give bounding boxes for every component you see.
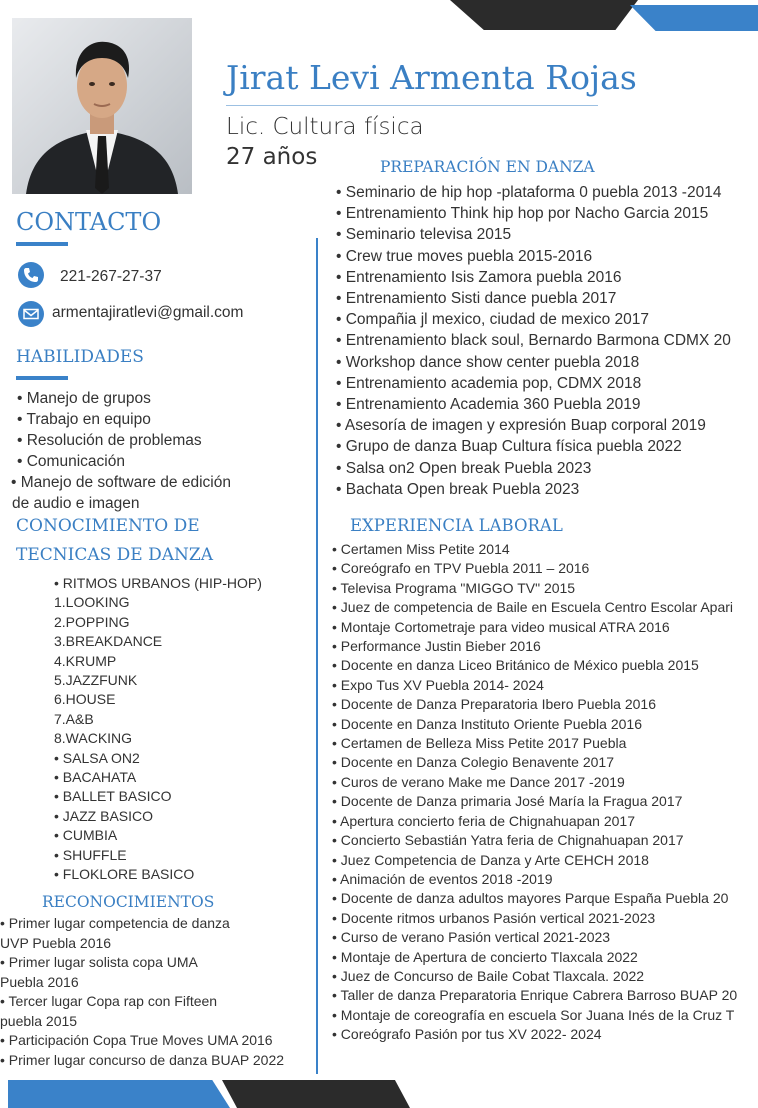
list-item: 1.LOOKING xyxy=(54,594,130,611)
list-item: • Coreógrafo Pasión por tus XV 2022- 2024 xyxy=(332,1026,602,1043)
bottom-blue-bar xyxy=(8,1080,230,1108)
list-item: • Manejo de software de edición xyxy=(11,474,231,491)
list-item: • Performance Justin Bieber 2016 xyxy=(332,638,541,655)
list-item: 3.BREAKDANCE xyxy=(54,633,163,650)
list-item: • Montaje Cortometraje para video musical ATRA 2016 xyxy=(332,618,670,635)
list-item: • Entrenamiento black soul, Bernardo Barmona CDMX 20 xyxy=(336,332,731,350)
list-item: • SALSA ON2 xyxy=(54,749,140,766)
list-item: • Tercer lugar Copa rap con Fifteen xyxy=(0,993,218,1009)
list-item: • Docente en Danza Instituto Oriente Puebla 2016 xyxy=(332,715,642,732)
top-dark-bar xyxy=(450,0,638,30)
list-item: • Workshop dance show center puebla 2018 xyxy=(336,353,640,371)
list-item: • Juez Competencia de Danza y Arte CEHCH 2018 xyxy=(332,851,649,868)
list-item: UVP Puebla 2016 xyxy=(0,934,112,951)
list-item: • Curos de verano Make me Dance 2017 -2019 xyxy=(332,773,625,790)
list-item: • Entrenamiento Academia 360 Puebla 2019 xyxy=(336,396,641,414)
list-item: • Docente de Danza Preparatoria Ibero Puebla 2016 xyxy=(332,696,657,713)
list-item: • Salsa on2 Open break Puebla 2023 xyxy=(336,459,592,477)
contact-heading: CONTACTO xyxy=(16,208,162,236)
list-item: • Docente en danza Liceo Británico de México puebla 2015 xyxy=(332,657,699,674)
list-item: • BALLET BASICO xyxy=(54,788,172,805)
list-item: • Montaje de coreografía en escuela Sor Juana Inés de la Cruz T xyxy=(332,1006,735,1023)
list-item: • Grupo de danza Buap Cultura física puebla 2022 xyxy=(336,438,682,456)
list-item: • BACAHATA xyxy=(54,769,137,786)
list-item: 7.A&B xyxy=(54,710,94,727)
email-address[interactable]: armentajiratlevi@gmail.com xyxy=(52,304,244,321)
list-item: 8.WACKING xyxy=(54,730,133,747)
list-item: • Concierto Sebastián Yatra feria de Chignahuapan 2017 xyxy=(332,832,684,849)
list-item: • Certamen Miss Petite 2014 xyxy=(332,541,510,557)
list-item: • Asesoría de imagen y expresión Buap corporal 2019 xyxy=(336,417,706,435)
list-item: • RITMOS URBANOS (HIP-HOP) xyxy=(54,575,262,591)
recognitions-heading: RECONOCIMIENTOS xyxy=(42,893,215,911)
list-item: • Entrenamiento Sisti dance puebla 2017 xyxy=(336,290,617,308)
skills-underline xyxy=(16,376,68,380)
techniques-heading-line1: CONOCIMIENTO DE xyxy=(16,516,200,536)
list-item: • Curso de verano Pasión vertical 2021-2023 xyxy=(332,929,611,946)
list-item: de audio e imagen xyxy=(12,495,140,512)
list-item: • Comunicación xyxy=(17,453,125,470)
preparation-list xyxy=(336,182,731,500)
phone-number[interactable]: 221-267-27-37 xyxy=(60,268,162,285)
list-item: • Taller de danza Preparatoria Enrique Cabrera Barroso BUAP 20 xyxy=(332,987,738,1004)
list-item: • SHUFFLE xyxy=(54,846,127,863)
list-item: • Compañia jl mexico, ciudad de mexico 2017 xyxy=(336,311,650,329)
list-item: • Bachata Open break Puebla 2023 xyxy=(336,480,580,498)
preparation-heading: PREPARACIÓN EN DANZA xyxy=(380,158,595,176)
name-rule xyxy=(226,105,598,106)
experience-heading: EXPERIENCIA LABORAL xyxy=(350,516,563,535)
list-item: • Entrenamiento academia pop, CDMX 2018 xyxy=(336,374,642,392)
list-item: • Primer lugar concurso de danza BUAP 2022 xyxy=(0,1051,285,1068)
contact-underline xyxy=(16,242,68,246)
list-item: • Juez de Concurso de Baile Cobat Tlaxcala. 2022 xyxy=(332,967,645,984)
list-item: • FLOKLORE BASICO xyxy=(54,866,195,883)
list-item: • Animación de eventos 2018 -2019 xyxy=(332,870,553,887)
list-item: • Trabajo en equipo xyxy=(17,411,151,428)
recognitions-list xyxy=(0,914,284,1070)
list-item: • Certamen de Belleza Miss Petite 2017 Puebla xyxy=(332,735,627,752)
list-item: • Coreógrafo en TPV Puebla 2011 – 2016 xyxy=(332,560,590,577)
list-item: • Montaje de Apertura de concierto Tlaxcala 2022 xyxy=(332,948,638,965)
list-item: 2.POPPING xyxy=(54,613,130,630)
phone-icon xyxy=(18,262,44,288)
list-item: • Entrenamiento Isis Zamora puebla 2016 xyxy=(336,268,622,286)
list-item: • Docente en Danza Colegio Benavente 2017 xyxy=(332,754,614,771)
list-item: 6.HOUSE xyxy=(54,691,116,708)
mail-icon xyxy=(18,301,44,327)
experience-list xyxy=(332,540,737,1045)
list-item: • Seminario de hip hop -plataforma 0 puebla 2013 -2014 xyxy=(336,184,722,201)
list-item: • Primer lugar solista copa UMA xyxy=(0,954,198,970)
column-divider xyxy=(316,238,318,1074)
list-item: Puebla 2016 xyxy=(0,973,79,990)
list-item: • Entrenamiento Think hip hop por Nacho Garcia 2015 xyxy=(336,205,709,223)
list-item: • Manejo de grupos xyxy=(17,390,151,407)
list-item: • Participación Copa True Moves UMA 2016 xyxy=(0,1032,273,1048)
age: 27 años xyxy=(226,144,318,170)
list-item: • Resolución de problemas xyxy=(17,432,202,449)
list-item: • CUMBIA xyxy=(54,827,118,844)
list-item: 4.KRUMP xyxy=(54,652,117,669)
list-item: • Primer lugar competencia de danza xyxy=(0,915,230,931)
list-item: • Apertura concierto feria de Chignahuapan 2017 xyxy=(332,812,636,829)
list-item: • Crew true moves puebla 2015-2016 xyxy=(336,247,593,265)
list-item: • Docente de Danza primaria José María la Fragua 2017 xyxy=(332,793,683,810)
skills-list xyxy=(11,388,231,514)
list-item: • Seminario televisa 2015 xyxy=(336,226,512,244)
techniques-list xyxy=(54,574,262,885)
bottom-dark-bar xyxy=(222,1080,410,1108)
list-item: • Docente ritmos urbanos Pasión vertical 2021-2023 xyxy=(332,909,656,926)
list-item: • Televisa Programa "MIGGO TV" 2015 xyxy=(332,579,576,596)
full-name: Jirat Levi Armenta Rojas xyxy=(226,58,637,97)
skills-heading: HABILIDADES xyxy=(16,347,144,367)
list-item: 5.JAZZFUNK xyxy=(54,672,138,689)
list-item: • Expo Tus XV Puebla 2014- 2024 xyxy=(332,676,544,693)
profile-photo xyxy=(12,18,192,194)
list-item: • JAZZ BASICO xyxy=(54,807,154,824)
top-blue-bar xyxy=(630,5,758,31)
degree: Lic. Cultura física xyxy=(226,114,424,140)
list-item: • Docente de danza adultos mayores Parque España Puebla 20 xyxy=(332,890,729,907)
list-item: puebla 2015 xyxy=(0,1012,78,1029)
techniques-heading-line2: TECNICAS DE DANZA xyxy=(16,545,213,565)
list-item: • Juez de competencia de Baile en Escuela Centro Escolar Apari xyxy=(332,599,734,616)
